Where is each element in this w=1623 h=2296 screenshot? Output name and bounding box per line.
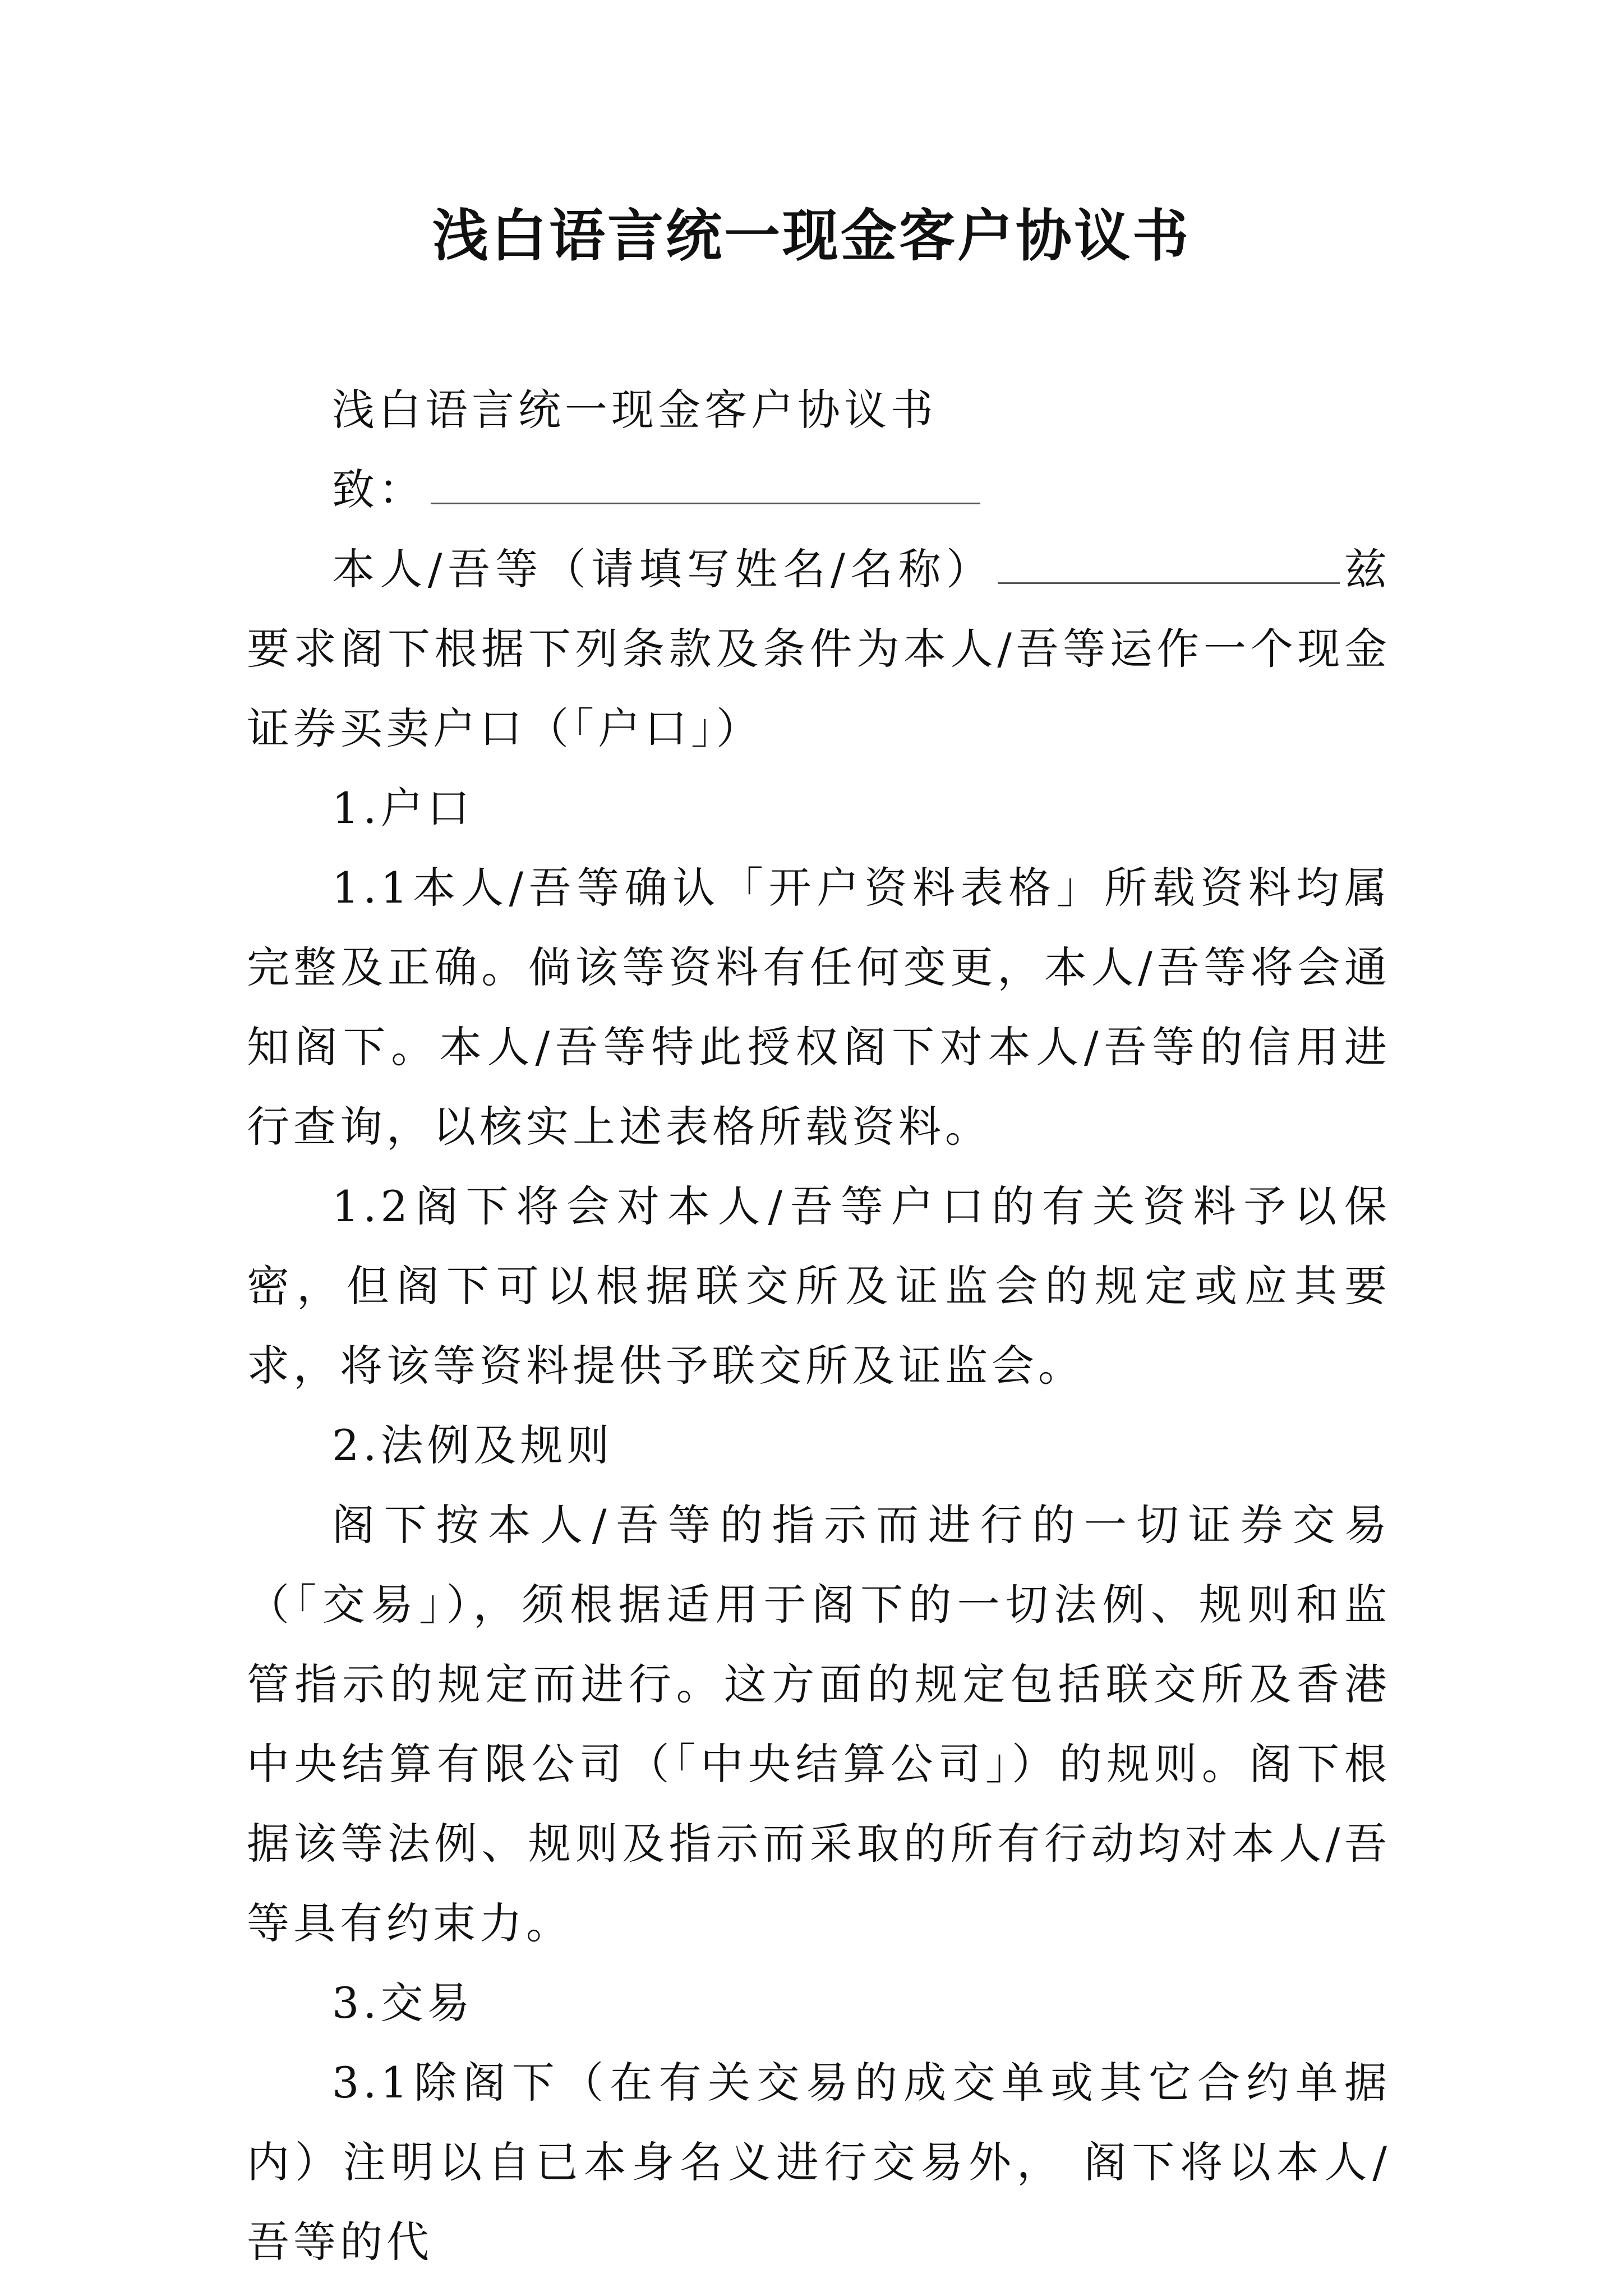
name-blank-field	[998, 547, 1340, 584]
clause-2-body: 阁下按本人/吾等的指示而进行的一切证券交易（「交易」），须根据适用于阁下的一切法例、规则和监管指示的规定而进行。这方面的规定包括联交所及香港中央结算有限公司（「中央结算公司」）的规则。阁下根据该等法例、规则及指示而采取的所有行动均对本人/吾等具有约束力。	[247, 1500, 1391, 1948]
clause-1-2: 1.2阁下将会对本人/吾等户口的有关资料予以保密，但阁下可以根据联交所及证监会的规定或应其要求，将该等资料提供予联交所及证监会。	[247, 1181, 1391, 1391]
clause-1-1: 1.1本人/吾等确认「开户资料表格」所载资料均属完整及正确。倘该等资料有任何变更，本人/吾等将会通知阁下。本人/吾等特此授权阁下对本人/吾等的信用进行查询，以核实上述表格所载资料。	[247, 863, 1391, 1152]
addressee-blank-field	[431, 468, 980, 504]
section-2-heading: 2.法例及规则	[332, 1420, 614, 1470]
intro-paragraph	[247, 530, 1391, 769]
addressee-label: 致：	[332, 464, 425, 514]
intro-text-after-blank: 兹要求阁下根据下列条款及条件为本人/吾等运作一个现金证券买卖户口（「户口」）	[247, 544, 1391, 753]
document-subtitle: 浅白语言统一现金客户协议书	[332, 385, 937, 435]
addressee-line	[247, 450, 1391, 530]
intro-text-before-blank: 本人/吾等（请填写姓名/名称）	[332, 544, 994, 594]
clause-3-1: 3.1除阁下（在有关交易的成交单或其它合约单据内）注明以自已本身名义进行交易外， 阁下将以本人/吾等的代	[247, 2058, 1391, 2267]
section-3-heading: 3.交易	[332, 1978, 474, 2028]
document-title: 浅白语言统一现金客户协议书	[432, 203, 1191, 269]
document-body	[247, 370, 1391, 2282]
section-1-heading: 1.户口	[332, 783, 474, 833]
